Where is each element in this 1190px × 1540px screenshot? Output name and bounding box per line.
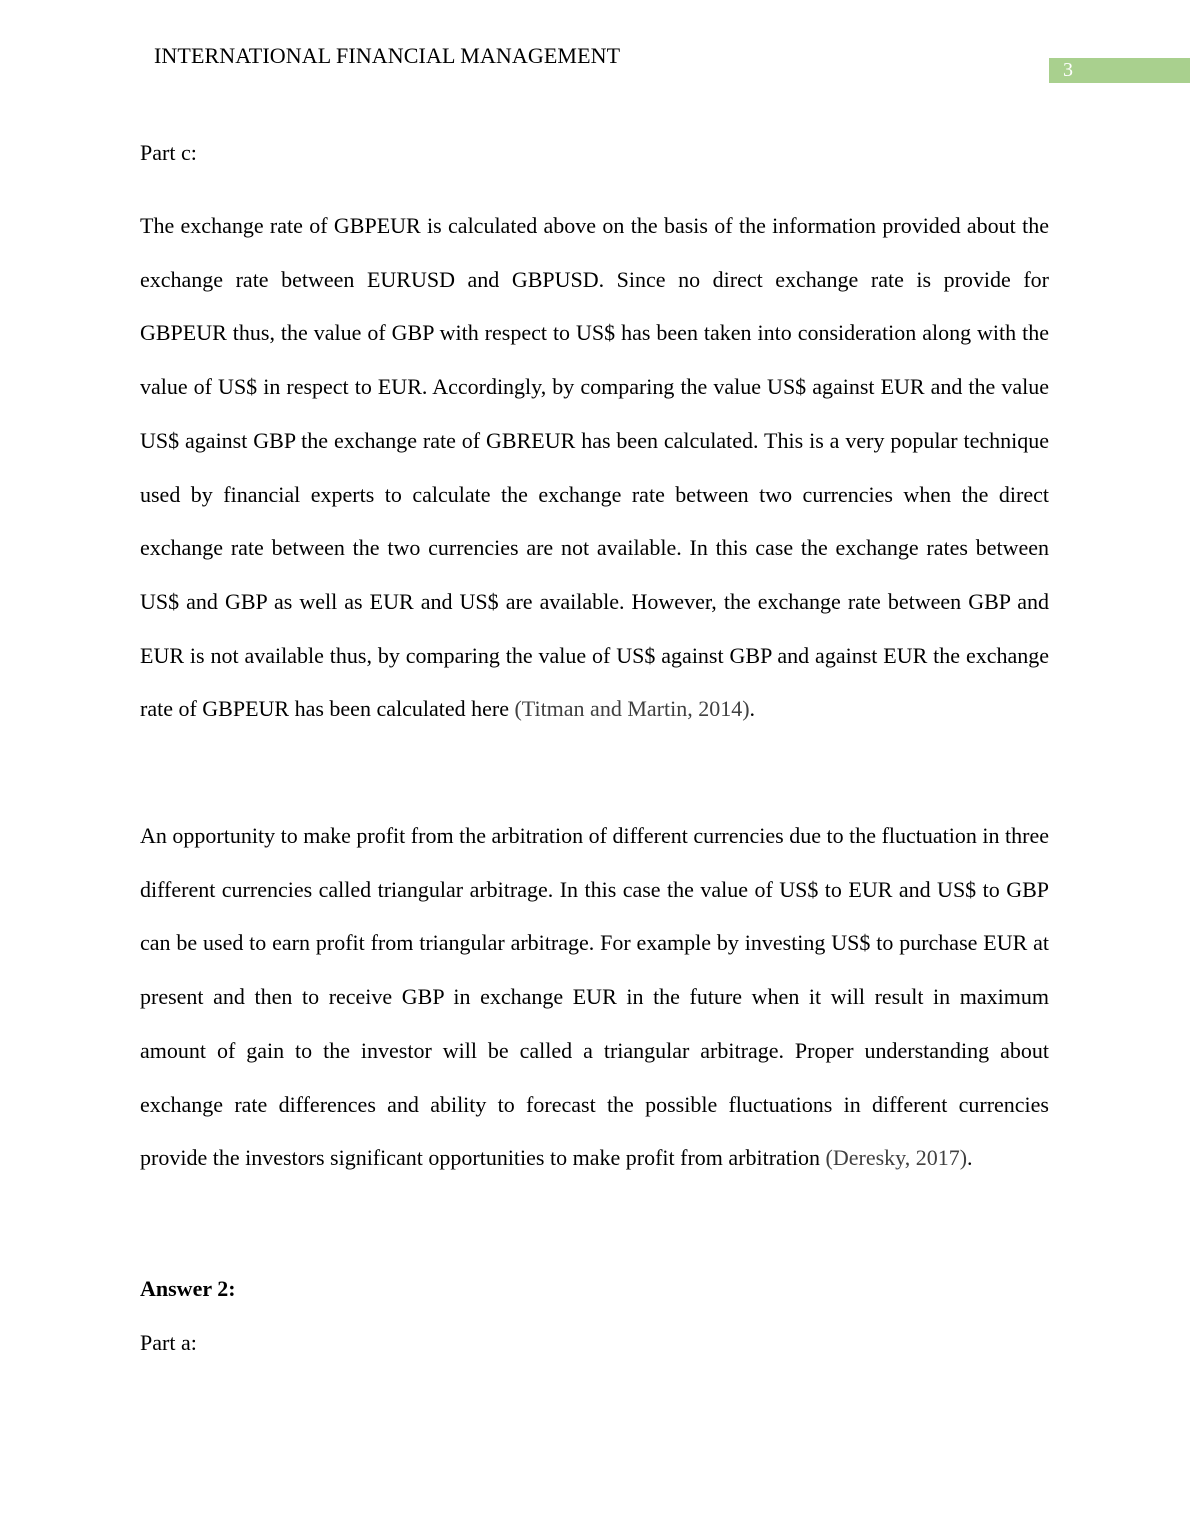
part-c-heading: Part c: [140,140,197,165]
paragraph-2-text: An opportunity to make profit from the arbitration of different currencies due to the fluctuation in three different currencies called triangular arbitrage. In this case the value of US$ to EUR and US$ to GBP can be used to earn profit from triangular arbitrage. For example by investing US$ to purchase EUR at present and then to receive GBP in exchange EUR in the future when it will result in maximum amount of gain to the investor will be called a triangular arbitrage. Proper understanding about exchange rate differences and ability to forecast the possible fluctuations in different currencies provide the investors significant opportunities to make profit from arbitration [140,823,1049,1171]
paragraph-1-end: . [749,696,756,722]
paragraph-2-citation: (Deresky, 2017) [825,1145,968,1171]
answer-2-heading: Answer 2: [140,1276,236,1301]
paragraph-1-body [140,199,1049,736]
paragraph-2-end: . [967,1145,973,1171]
header-title: INTERNATIONAL FINANCIAL MANAGEMENT [154,43,621,68]
paragraph-2 [140,809,1049,1185]
part-a-heading: Part a: [140,1330,197,1355]
paragraph-1 [140,199,1049,736]
paragraph-1-citation: (Titman and Martin, 2014) [514,696,750,722]
page-number-badge [1049,58,1190,83]
paragraph-2-body [140,809,1049,1185]
page-number: 3 [1063,59,1073,81]
paragraph-1-text: The exchange rate of GBPEUR is calculated above on the basis of the information provided about the exchange rate between EURUSD and GBPUSD. Since no direct exchange rate is provide for GBPEUR thus, the value of GBP with respect to US$ has been taken into consideration along with the value of US$ in respect to EUR. Accordingly, by comparing the value US$ against EUR and the value US$ against GBP the exchange rate of GBREUR has been calculated. This is a very popular technique used by financial experts to calculate the exchange rate between two currencies when the direct exchange rate between the two currencies are not available. In this case the exchange rates between US$ and GBP as well as EUR and US$ are available. However, the exchange rate between GBP and EUR is not available thus, by comparing the value of US$ against GBP and against EUR the exchange rate of GBPEUR has been calculated here [140,213,1049,722]
